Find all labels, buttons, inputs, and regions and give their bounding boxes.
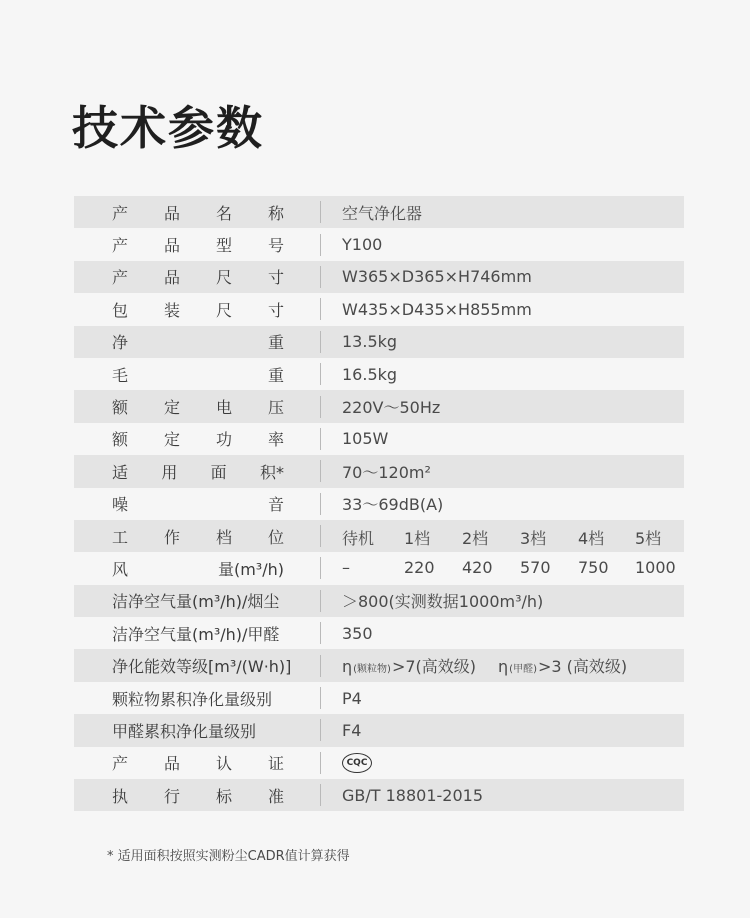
spec-value-column: 4档 xyxy=(578,529,605,549)
eta-symbol: η xyxy=(342,657,353,677)
spec-label-char: 重 xyxy=(267,333,284,353)
spec-value-column: 2档 xyxy=(462,529,489,549)
spec-label-char: 产 xyxy=(112,203,129,223)
eta-subscript: (颗粒物) xyxy=(353,664,391,676)
spec-label: 洁净空气量(m³/h)/甲醛 xyxy=(112,624,280,644)
spec-label-char: 工 xyxy=(112,527,129,547)
spec-label-char: 证 xyxy=(267,754,284,774)
spec-label-char: 尺 xyxy=(215,300,232,320)
spec-value xyxy=(321,520,684,552)
spec-label-char: 产 xyxy=(112,268,129,288)
spec-label-char: 音 xyxy=(267,495,284,515)
cqc-certification-icon: CQC xyxy=(342,753,372,773)
spec-label xyxy=(74,390,320,422)
spec-label-char: 产 xyxy=(112,236,129,256)
spec-row xyxy=(74,358,684,390)
efficiency-value xyxy=(342,654,476,677)
spec-value: GB/T 18801-2015 xyxy=(342,785,484,805)
spec-row xyxy=(74,293,684,325)
efficiency-text: >3 (高效级) xyxy=(537,657,628,677)
eta-symbol: η xyxy=(498,657,509,677)
spec-label xyxy=(74,552,320,584)
spec-label xyxy=(74,747,320,779)
spec-label-char: 净 xyxy=(112,333,129,353)
spec-label-char: 认 xyxy=(215,754,232,774)
spec-label xyxy=(74,488,320,520)
spec-value-column: 1档 xyxy=(404,529,431,549)
spec-row xyxy=(74,455,684,487)
spec-row xyxy=(74,196,684,228)
spec-value-column: 待机 xyxy=(342,529,375,549)
spec-label-char: 执 xyxy=(112,786,129,806)
spec-value: 空气净化器 xyxy=(342,203,423,223)
spec-label: 净化能效等级[m³/(W·h)] xyxy=(112,657,292,677)
spec-label xyxy=(74,520,320,552)
spec-row xyxy=(74,488,684,520)
spec-label-char: 名 xyxy=(215,203,232,223)
spec-label-char: 产 xyxy=(112,754,129,774)
spec-value: 33～69dB(A) xyxy=(342,495,444,515)
spec-label xyxy=(74,358,320,390)
spec-label-char: 号 xyxy=(267,236,284,256)
spec-label xyxy=(74,293,320,325)
spec-value: ＞800(实测数据1000m³/h) xyxy=(342,592,544,612)
spec-row xyxy=(74,747,684,779)
spec-value-column: – xyxy=(342,558,350,578)
spec-row xyxy=(74,423,684,455)
spec-value xyxy=(321,649,684,681)
spec-label-char: 电 xyxy=(215,398,232,418)
spec-label-char: 定 xyxy=(163,398,180,418)
spec-row xyxy=(74,228,684,260)
spec-row xyxy=(74,390,684,422)
spec-row xyxy=(74,779,684,811)
spec-value-column: 750 xyxy=(578,558,609,578)
spec-label-char: 称 xyxy=(267,203,284,223)
spec-value: 105W xyxy=(342,429,389,449)
spec-label-char: 档 xyxy=(215,527,232,547)
spec-label xyxy=(74,228,320,260)
eta-subscript: (甲醛) xyxy=(509,664,537,676)
efficiency-value xyxy=(498,654,627,677)
spec-label-char: 定 xyxy=(163,430,180,450)
spec-label-char: 型 xyxy=(215,236,232,256)
spec-label-char: 行 xyxy=(163,786,180,806)
spec-label: 颗粒物累积净化量级别 xyxy=(112,689,273,709)
spec-row xyxy=(74,552,684,584)
spec-label-char: 额 xyxy=(112,430,129,450)
page-title: 技术参数 xyxy=(72,101,264,155)
spec-label-char: 品 xyxy=(163,754,180,774)
spec-label-char: 用 xyxy=(161,462,178,482)
spec-value-column: 3档 xyxy=(520,529,547,549)
spec-label-char: 包 xyxy=(112,300,129,320)
spec-label xyxy=(74,326,320,358)
spec-label-char: 重 xyxy=(267,365,284,385)
spec-value xyxy=(321,747,684,779)
spec-label xyxy=(74,261,320,293)
spec-value: 13.5kg xyxy=(342,332,398,352)
spec-row xyxy=(74,714,684,746)
spec-value: W365×D365×H746mm xyxy=(342,267,532,287)
spec-label-char: 尺 xyxy=(215,268,232,288)
spec-row xyxy=(74,585,684,617)
spec-label-char: 适 xyxy=(112,462,129,482)
spec-label-char: 功 xyxy=(215,430,232,450)
spec-label-char: 率 xyxy=(267,430,284,450)
spec-label-char: 毛 xyxy=(112,365,129,385)
spec-value: Y100 xyxy=(342,235,383,255)
spec-row xyxy=(74,682,684,714)
spec-label-char: 位 xyxy=(267,527,284,547)
spec-value-column: 220 xyxy=(404,558,435,578)
spec-label-char: 压 xyxy=(267,398,284,418)
spec-value-column: 1000 xyxy=(635,558,676,578)
spec-value: 220V～50Hz xyxy=(342,398,441,418)
spec-label xyxy=(74,455,320,487)
spec-label-char: 风 xyxy=(112,559,129,579)
spec-label-char: 准 xyxy=(267,786,284,806)
spec-value: P4 xyxy=(342,688,362,708)
spec-label-char: 品 xyxy=(163,268,180,288)
spec-label-char: 标 xyxy=(215,786,232,806)
spec-value: 350 xyxy=(342,623,373,643)
spec-row xyxy=(74,326,684,358)
spec-row xyxy=(74,649,684,681)
spec-row xyxy=(74,520,684,552)
spec-label-char: 装 xyxy=(163,300,180,320)
spec-label xyxy=(74,423,320,455)
spec-value-column: 5档 xyxy=(635,529,662,549)
spec-row xyxy=(74,617,684,649)
spec-label-char: 寸 xyxy=(267,300,284,320)
spec-value: 70～120m² xyxy=(342,462,431,482)
spec-value xyxy=(321,552,684,584)
spec-table xyxy=(74,196,684,811)
spec-label: 甲醛累积净化量级别 xyxy=(112,721,257,741)
spec-value: W435×D435×H855mm xyxy=(342,299,532,319)
spec-value: 16.5kg xyxy=(342,364,398,384)
spec-label: 洁净空气量(m³/h)/烟尘 xyxy=(112,592,280,612)
spec-label-char: 量(m³/h) xyxy=(217,559,284,579)
spec-label xyxy=(74,779,320,811)
spec-label-char: 寸 xyxy=(267,268,284,288)
spec-label-char: 品 xyxy=(163,236,180,256)
spec-label xyxy=(74,196,320,228)
spec-label-char: 额 xyxy=(112,398,129,418)
spec-label-char: 噪 xyxy=(112,495,129,515)
spec-value-column: 570 xyxy=(520,558,551,578)
efficiency-text: >7(高效级) xyxy=(391,657,477,677)
spec-row xyxy=(74,261,684,293)
spec-label-char: 积* xyxy=(259,462,284,482)
spec-label-char: 作 xyxy=(163,527,180,547)
spec-value: F4 xyxy=(342,720,362,740)
footnote: * 适用面积按照实测粉尘CADR值计算获得 xyxy=(107,849,350,864)
spec-label-char: 面 xyxy=(210,462,227,482)
spec-value-column: 420 xyxy=(462,558,493,578)
spec-label-char: 品 xyxy=(163,203,180,223)
